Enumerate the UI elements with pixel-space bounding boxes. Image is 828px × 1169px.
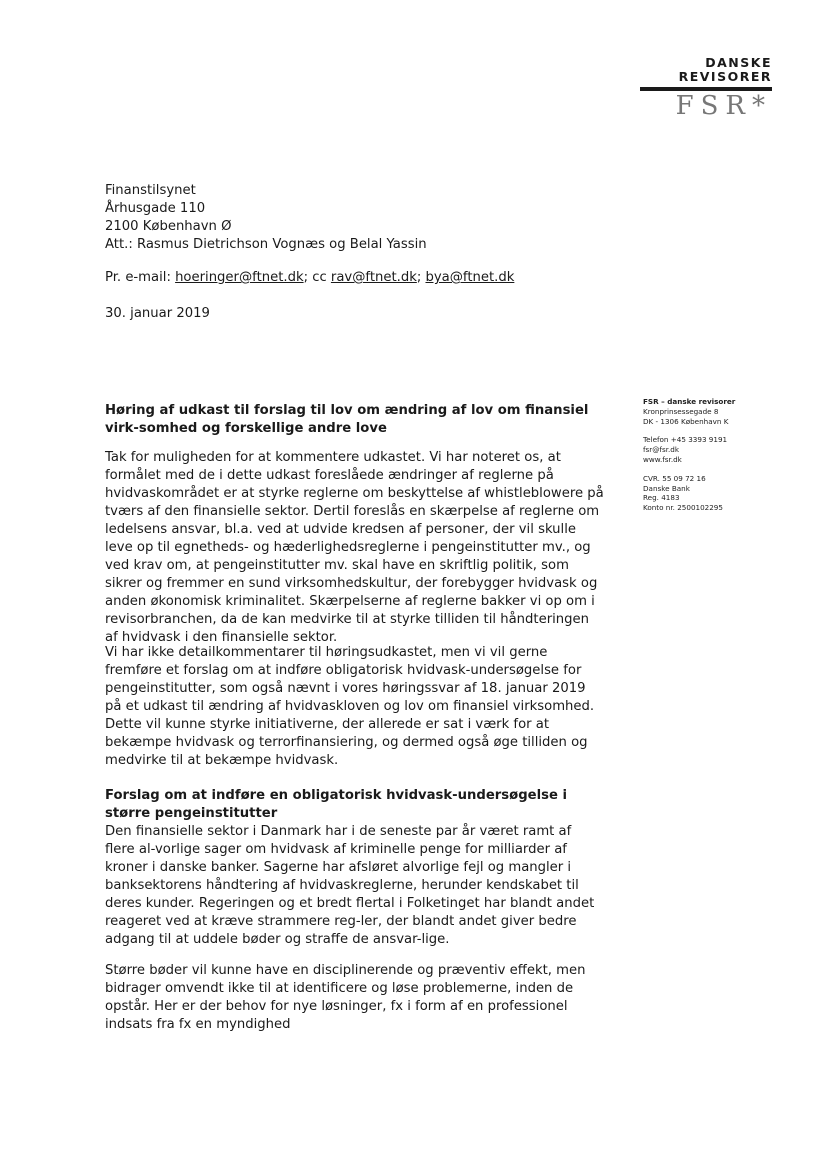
- letter-subject: Høring af udkast til forslag til lov om ændring af lov om finansiel virk-somhed og forskellige andre love: [105, 403, 589, 436]
- body-paragraph-3: [105, 823, 605, 949]
- paragraph-text: Den finansielle sektor i Danmark har i de seneste par år været ramt af flere al-vorlige sager om hvidvask af kriminelle penge for milliarder af kroner i danske banker. Sagerne har afsløret alvorlige fejl og mangler i banksektorens håndtering af hvidvaskreglerne, herunder kendskabet til deres kunder. Regeringen og et bredt flertal i Folketinget har blandt andet reageret ved at kræve strammere reg-ler, der blandt andet giver bedre adgang til at uddele bøder og straffe de ansvar-lige.: [105, 824, 595, 947]
- recipient-name: Finanstilsynet: [105, 183, 196, 198]
- sender-phone: Telefon +45 3393 9191: [643, 435, 728, 445]
- body-paragraph-4: [105, 962, 605, 1034]
- sender-web: www.fsr.dk: [643, 454, 682, 464]
- paragraph-text: Tak for muligheden for at kommentere udkastet. Vi har noteret os, at formålet med de i dette udkast foreslåede ændringer af reglerne på hvidvaskområdet er at styrke reglerne om beskyttelse af whistleblowere på tværs af den finansielle sektor. Dertil foreslås en skærpelse af reglerne om ledelsens ansvar, bl.a. ved at udvide kredsen af personer, der vil skulle leve op til egnetheds- og hæderlighedsreglerne i pengeinstitutter mv., og ved krav om, at pengeinstitutter mv. skal have en skriftlig politik, som sikrer og fremmer en sund virksomhedskultur, der forebygger hvidvask og anden økonomisk kriminalitet. Skærpelserne af reglerne bakker vi op om i revisorbranchen, da de kan medvirke til at styrke tilliden til håndteringen af hvidvask i den finansielle sektor.: [105, 450, 604, 645]
- paragraph-text: Vi har ikke detailkommentarer til høringsudkastet, men vi vil gerne fremføre et forslag om at indføre obligatorisk hvidvask-undersøgelse for pengeinstitutter, som også nævnt i vores høringssvar af 18. januar 2019 på et udkast til ændring af hvidvaskloven og lov om finansiel virksomhed. Dette vil kunne styrke initiativerne, der allerede er sat i værk for at bekæmpe hvidvask og terrorfinansiering, og dermed også øge tilliden og medvirke til at bekæmpe hvidvask.: [105, 645, 595, 768]
- email-separator: ; cc: [303, 270, 331, 285]
- sender-cvr: CVR. 55 09 72 16: [643, 473, 706, 483]
- paragraph-text: Større bøder vil kunne have en disciplinerende og præventiv effekt, men bidrager omvendt ikke til at identificere og løse problemerne, inden de opstår. Her er der behov for nye løsninger, fx i form af en professionel indsats fra fx en myndighed: [105, 963, 586, 1032]
- body-paragraph-2: [105, 644, 605, 770]
- fsr-logo: [640, 56, 772, 119]
- sender-street: Kronprinsessegade 8: [643, 406, 719, 416]
- email-line: [105, 269, 605, 287]
- letter-date: 30. januar 2019: [105, 306, 210, 321]
- logo-mark: FSR*: [675, 91, 772, 121]
- sender-reg: Reg. 4183: [643, 493, 680, 503]
- sender-city: DK - 1306 København K: [643, 416, 729, 426]
- recipient-attention: Att.: Rasmus Dietrichson Vognæs og Belal Yassin: [105, 237, 427, 252]
- sender-org: FSR – danske revisorer: [643, 397, 736, 406]
- recipient-street: Århusgade 110: [105, 201, 206, 216]
- recipient-city: 2100 København Ø: [105, 219, 232, 234]
- email-separator: ;: [416, 270, 426, 285]
- email-link-bya[interactable]: bya@ftnet.dk: [425, 270, 515, 285]
- section-heading: Forslag om at indføre en obligatorisk hvidvask-undersøgelse i større pengeinstitutter: [105, 788, 568, 821]
- sender-konto: Konto nr. 2500102295: [643, 503, 723, 513]
- sender-bank: Danske Bank: [643, 483, 690, 493]
- body-paragraph-1: [105, 449, 605, 647]
- logo-text-line1: DANSKE: [705, 55, 772, 70]
- email-link-rav[interactable]: rav@ftnet.dk: [330, 270, 417, 285]
- recipient-address: [105, 182, 605, 254]
- email-prefix: Pr. e-mail:: [105, 270, 176, 285]
- sender-email: fsr@fsr.dk: [643, 445, 679, 455]
- email-link-hoeringer[interactable]: hoeringer@ftnet.dk: [175, 270, 304, 285]
- logo-text-line2: REVISORER: [678, 69, 772, 84]
- sender-info-sidebar: [643, 397, 793, 522]
